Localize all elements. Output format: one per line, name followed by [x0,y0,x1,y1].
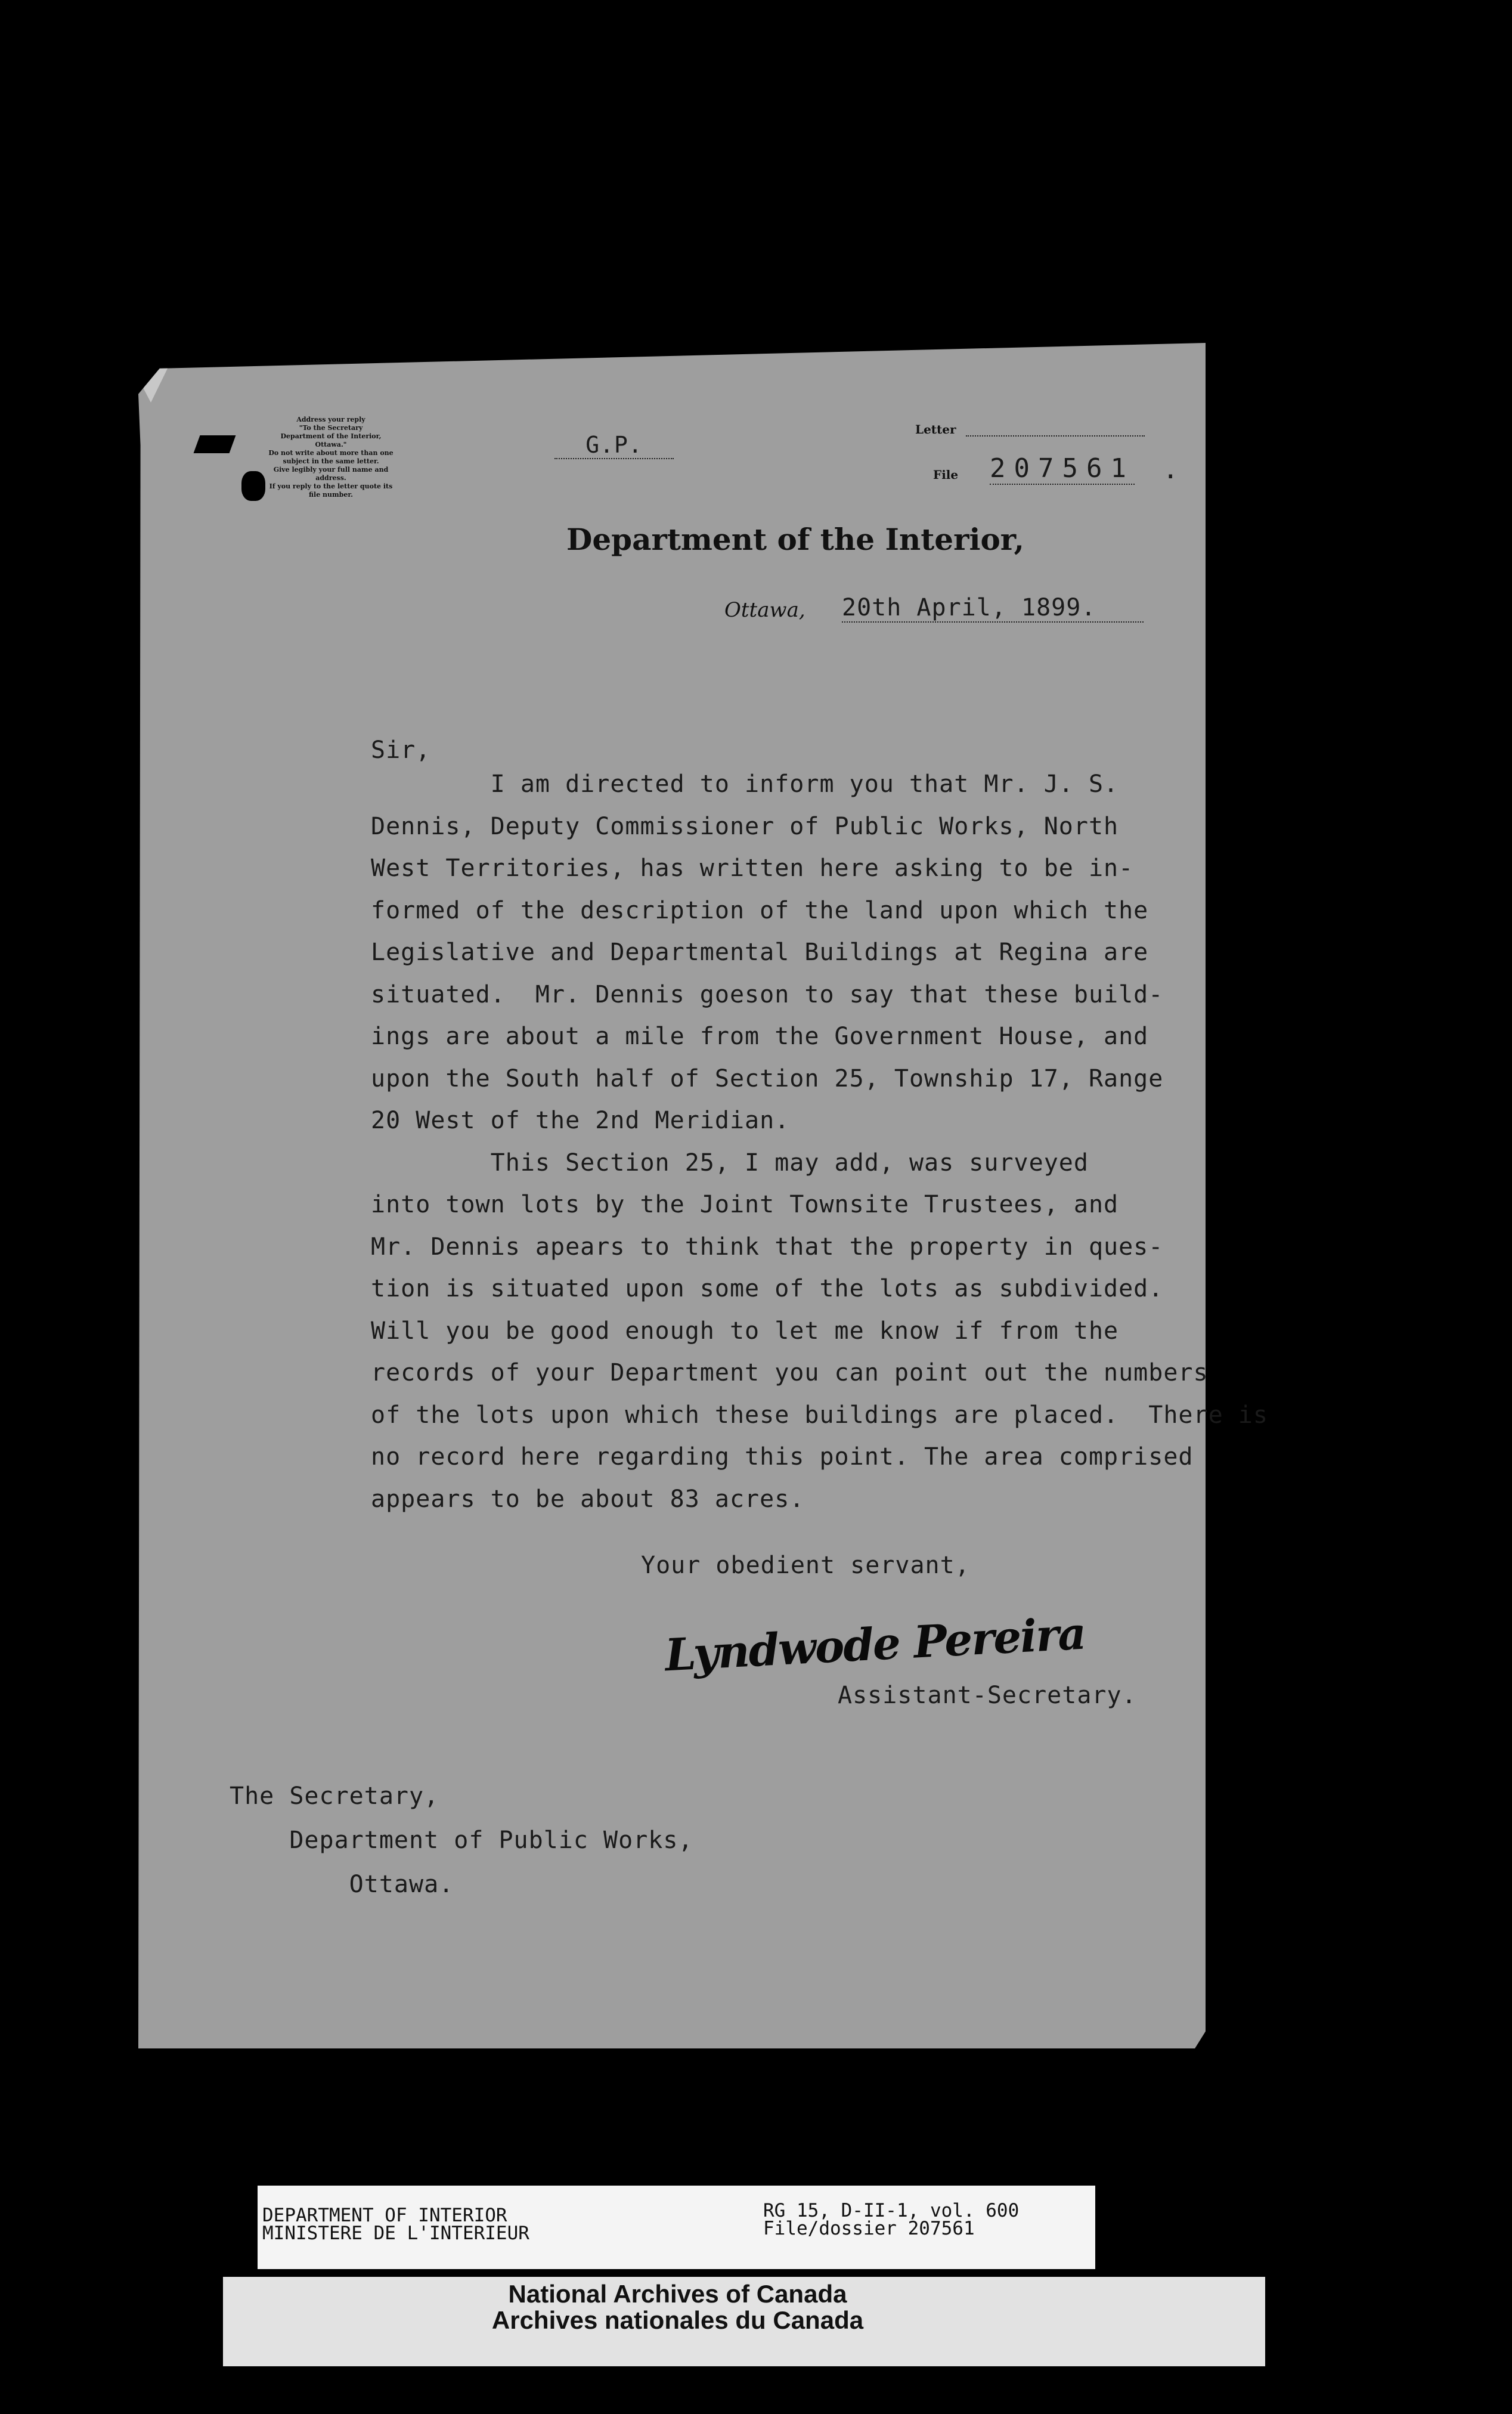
file-dot: . [1163,454,1179,485]
body-line: West Territories, has written here asking to be in- [371,855,1134,882]
signature: Lyndwode Pereira [664,1608,1087,1682]
body-line: ings are about a mile from the Government House, and [371,1023,1149,1050]
body-line: I am directed to inform you that Mr. J. S. [371,770,1119,798]
letter-body [371,763,1268,1520]
addressee-line: Department of Public Works, [230,1827,693,1854]
body-line: Will you be good enough to let me know if from the [371,1317,1119,1345]
body-line: Mr. Dennis apears to think that the property in ques- [371,1233,1164,1261]
body-line: 20 West of the 2nd Meridian. [371,1107,790,1134]
closing: Your obedient servant, [641,1552,970,1579]
body-line: Dennis, Deputy Commissioner of Public Works, North [371,812,1119,840]
letter-line [966,435,1145,437]
ink-blot [194,435,236,453]
place-label: Ottawa, [724,598,805,622]
initials: G.P. [554,432,674,459]
file-number: 207561 [990,453,1135,484]
addressee-line: Ottawa. [230,1871,454,1898]
letter-label: Letter [915,422,956,437]
body-line: Legislative and Departmental Buildings at Regina are [371,939,1149,966]
department-title: Department of the Interior, [566,522,1024,557]
addressee-block [230,1774,693,1907]
archives-banner-text: National Archives of Canada Archives nationales du Canada [491,2280,864,2334]
reply-instructions: Address your reply "To the Secretary Department of the Interior, Ottawa." Do not write about more than one subject in the same letter. Give legibly your full name and address. If you reply to the letter quote its file number. [268,416,394,499]
letter-date: 20th April, 1899. [842,594,1144,623]
file-label: File [933,468,959,482]
body-line: of the lots upon which these buildings are placed. There is [371,1401,1268,1429]
body-line: tion is situated upon some of the lots as subdivided. [371,1275,1164,1302]
body-line: situated. Mr. Dennis goeson to say that these build- [371,980,1164,1008]
body-line: appears to be about 83 acres. [371,1485,805,1513]
body-line: upon the South half of Section 25, Township 17, Range [371,1064,1164,1093]
body-line: records of your Department you can point out the numbers [371,1359,1209,1386]
body-line: This Section 25, I may add, was surveyed [371,1149,1089,1177]
body-line: into town lots by the Joint Townsite Trustees, and [371,1191,1119,1218]
addressee-line: The Secretary, [230,1782,439,1810]
body-line: formed of the description of the land upon which the [371,896,1149,924]
archive-label-department: DEPARTMENT OF INTERIOR MINISTERE DE L'INTERIEUR [262,2205,529,2244]
signature-title: Assistant-Secretary. [838,1682,1137,1709]
body-line: no record here regarding this point. The area comprised [371,1443,1194,1471]
salutation: Sir, [371,736,431,764]
archive-label-reference: RG 15, D-II-1, vol. 600 File/dossier 207561 [763,2200,1020,2239]
